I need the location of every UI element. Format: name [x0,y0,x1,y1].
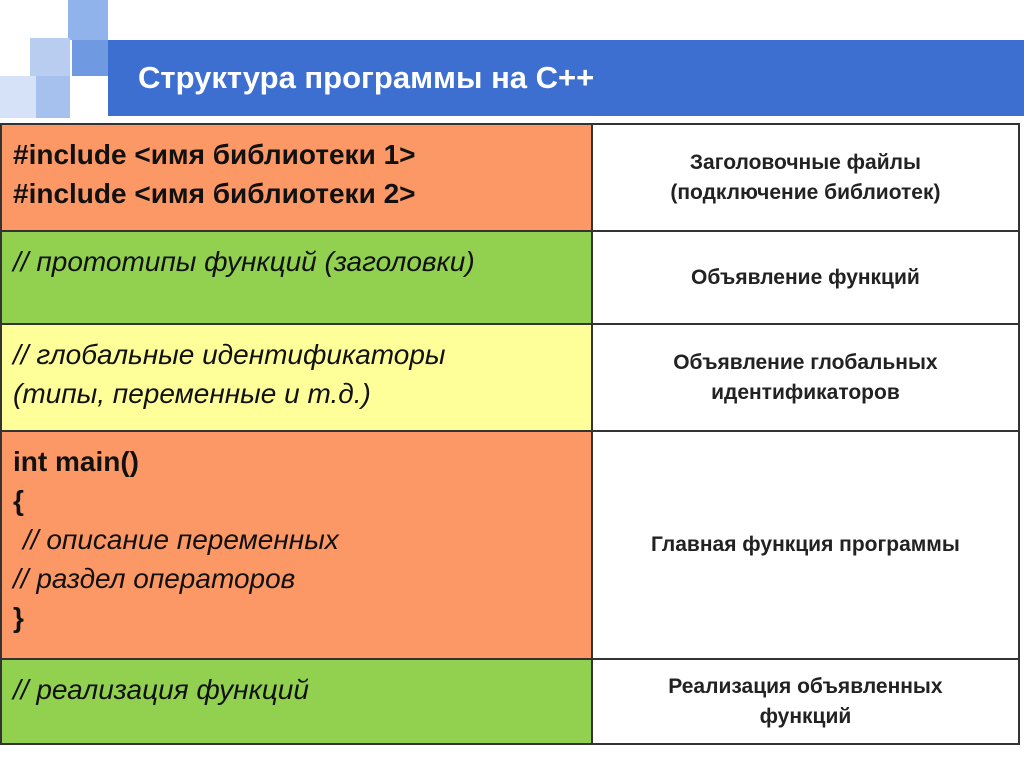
code-cell-headers [1,124,592,231]
code-line: // раздел операторов [13,563,296,594]
decor-square [0,76,36,118]
decor-square [36,76,70,118]
desc-line: Главная функция программы [651,533,960,556]
code-line: (типы, переменные и т.д.) [13,378,371,409]
desc-cell-main [592,431,1019,659]
slide-title: Структура программы на С++ [138,60,595,95]
decor-square [72,40,108,76]
code-line: #include <имя библиотеки 1> [13,139,416,170]
table-row [1,324,1019,431]
desc-cell-globals [592,324,1019,431]
table-row [1,659,1019,744]
code-line: // реализация функций [13,674,309,705]
decor-square [68,0,108,40]
table-row [1,231,1019,324]
code-cell-implementation [1,659,592,744]
table-row [1,431,1019,659]
desc-line: (подключение библиотек) [670,180,941,204]
code-cell-globals [1,324,592,431]
decor-square [30,38,70,76]
code-line: { [13,485,24,516]
code-cell-main [1,431,592,659]
desc-line: Объявление функций [691,265,920,289]
code-line: } [13,602,24,633]
desc-line: функций [759,704,852,728]
code-line: // описание переменных [23,524,339,555]
structure-table [0,123,1020,745]
code-line: int main() [13,446,139,477]
desc-cell-prototypes [592,231,1019,324]
code-line: #include <имя библиотеки 2> [13,178,416,209]
desc-line: Заголовочные файлы [689,150,921,174]
table-row [1,124,1019,231]
code-line: // глобальные идентификаторы [13,339,446,370]
desc-cell-implementation [592,659,1019,744]
code-cell-prototypes [1,231,592,324]
desc-line: Реализация объявленных [668,674,943,698]
desc-line: Объявление глобальных [673,350,938,374]
desc-cell-headers [592,124,1019,231]
desc-line: идентификаторов [711,380,900,404]
code-line: // прототипы функций (заголовки) [13,246,475,277]
